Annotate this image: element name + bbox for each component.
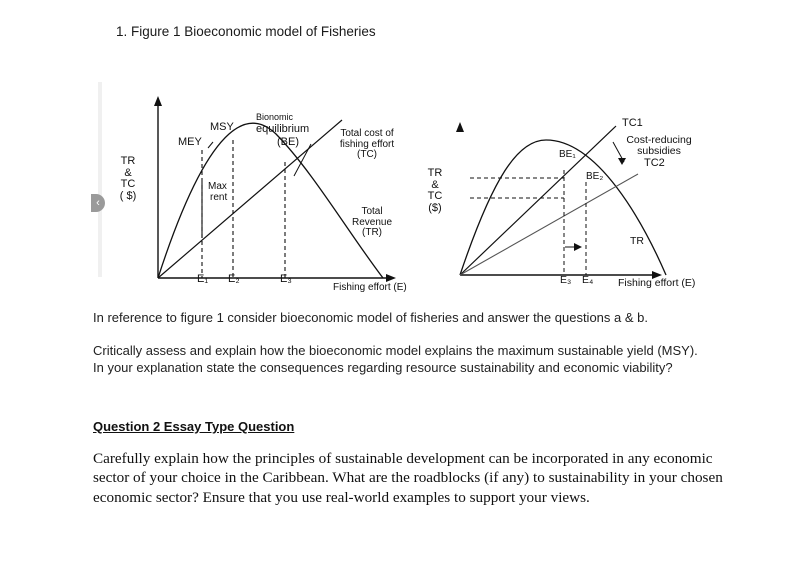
- left-mey-pointer: [208, 142, 213, 148]
- right-x-axis-label: Fishing effort (E): [618, 277, 696, 289]
- left-bionomic-label: Bionomic: [256, 112, 294, 122]
- figure-bioeconomic-model: [98, 82, 728, 302]
- left-panel-shade: [98, 82, 102, 277]
- left-x-axis-label: Fishing effort (E): [333, 282, 407, 293]
- right-tc1-label: TC1: [622, 117, 643, 129]
- left-e3-label: E₃: [280, 273, 292, 285]
- right-e4-label: E₄: [582, 274, 594, 286]
- left-equilibrium-label: equilibrium: [256, 123, 310, 135]
- right-subsidy-arrowhead: [618, 158, 626, 165]
- left-be-label: (BE): [277, 136, 299, 148]
- chevron-left-icon: ‹: [96, 197, 100, 209]
- left-e2-label: E₂: [228, 273, 240, 285]
- left-be-pointer: [294, 144, 311, 176]
- right-tc1-line: [460, 126, 616, 275]
- left-e1-label: E₁: [197, 273, 209, 285]
- left-y-axis-label: TR & TC ( $): [119, 155, 137, 202]
- question-2-title: Question 2 Essay Type Question: [93, 419, 295, 434]
- left-msy-label: MSY: [210, 121, 234, 133]
- right-y-axis-arrow: [456, 122, 464, 132]
- right-be1-label: BE₁: [559, 149, 576, 160]
- intro-text: In reference to figure 1 consider bioeconomic model of fisheries and answer the questions a & b.: [93, 310, 648, 325]
- question-1-line-2: In your explanation state the consequences regarding resource sustainability and economic viability?: [93, 360, 673, 375]
- right-subsidy-label: Cost-reducing subsidies: [626, 134, 692, 158]
- left-x-axis-arrow: [386, 274, 396, 282]
- right-e3-label: E₃: [560, 274, 572, 286]
- right-tr-label: TR: [630, 235, 644, 247]
- figure-graphics: [98, 82, 728, 302]
- left-tc-label: Total cost of fishing effort (TC): [339, 128, 395, 160]
- right-shift-arrowhead: [574, 243, 582, 251]
- left-rent-label: rent: [210, 192, 228, 203]
- left-y-axis-arrow: [154, 96, 162, 106]
- right-y-axis-label: TR & TC ($): [427, 167, 443, 214]
- question-1-line-1: Critically assess and explain how the bioeconomic model explains the maximum sustainable yield (MSY).: [93, 343, 698, 358]
- left-mey-label: MEY: [178, 136, 202, 148]
- left-tr-label: Total Revenue (TR): [351, 206, 393, 238]
- right-tc2-label: TC2: [644, 157, 665, 169]
- question-2-body: Carefully explain how the principles of sustainable development can be incorporated in any economic sector of your choice in the Caribbean. What are the roadblocks (if any) to sustainability in your chosen economic sector? Ensure that you use real-world examples to support your views.: [93, 450, 723, 506]
- right-be2-label: BE₂: [586, 171, 604, 182]
- left-max-label: Max: [208, 181, 227, 192]
- question-heading: 1. Figure 1 Bioeconomic model of Fisheries: [116, 24, 376, 39]
- right-tc2-line: [460, 171, 638, 275]
